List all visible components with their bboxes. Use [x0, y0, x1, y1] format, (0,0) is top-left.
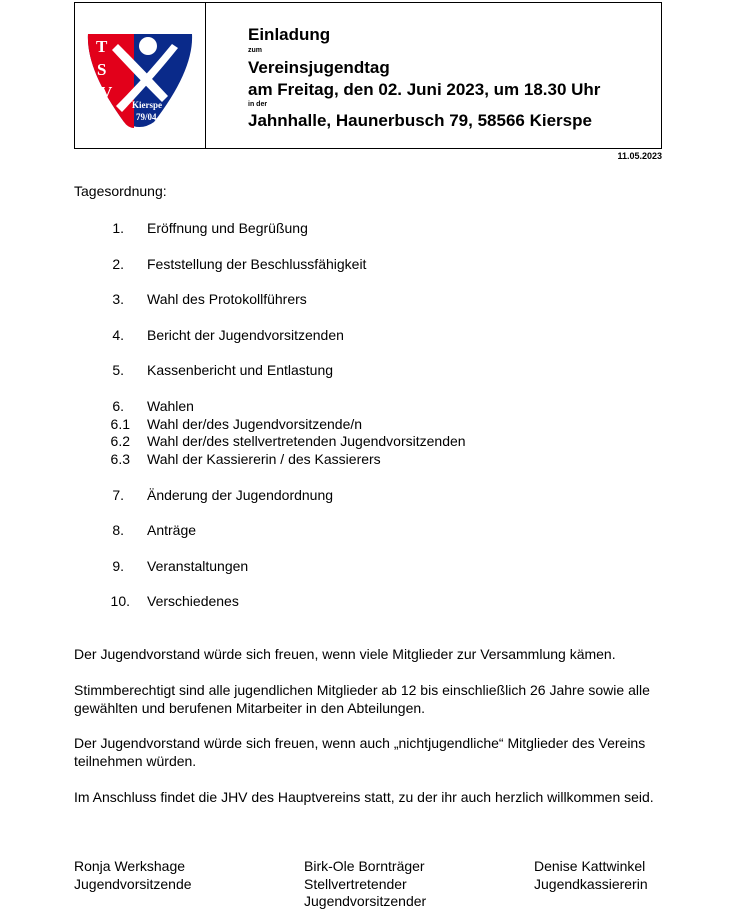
signature-role: Stellvertretender Jugendvorsitzender [304, 875, 427, 909]
logo-letter-v: V [100, 83, 113, 102]
paragraph-invitation: Der Jugendvorstand würde sich freuen, wenn viele Mitglieder zur Versammlung kämen. [74, 646, 616, 662]
signature-role: Jugendvorsitzende [74, 875, 192, 892]
logo-place: Kierspe [132, 100, 162, 110]
document-date: 11.05.2023 [617, 151, 662, 161]
signature-name: Denise Kattwinkel [534, 858, 646, 874]
signature-chair [74, 858, 192, 893]
header-line-in-der: in der [248, 101, 268, 108]
signature-role: Jugendkassiererin [534, 875, 648, 892]
logo-shield-red [88, 34, 134, 128]
paragraph-main-assembly: Im Anschluss findet die JHV des Hauptvereins statt, zu der ihr auch herzlich willkommen seid. [74, 789, 654, 805]
signature-name: Ronja Werkshage [74, 858, 186, 874]
signature-name: Birk-Ole Bornträger [304, 858, 425, 874]
logo-letter-t: T [96, 37, 108, 56]
header-box [74, 2, 662, 149]
signature-deputy [304, 858, 434, 911]
paragraph-non-youth: Der Jugendvorstand würde sich freuen, wenn auch „nichtjugendliche“ Mitglieder des Vereins teilnehmen würden. [74, 735, 646, 769]
tsv-kierspe-logo [84, 30, 196, 132]
logo-year: 79/04 [136, 112, 157, 122]
header-line-einladung: Einladung [248, 25, 331, 44]
header-line-event: Vereinsjugendtag [248, 58, 390, 77]
signature-treasurer [534, 858, 648, 893]
logo-cell [75, 3, 206, 148]
agenda-heading: Tagesordnung: [74, 183, 167, 199]
paragraph-voting-rights: Stimmberechtigt sind alle jugendlichen Mitglieder ab 12 bis einschließlich 26 Jahre sowie alle gewählten und berufenen Mitarbeiter in den Abteilungen. [74, 682, 650, 716]
header-line-date: am Freitag, den 02. Juni 2023, um 18.30 Uhr [248, 80, 601, 99]
header-line-location: Jahnhalle, Haunerbusch 79, 58566 Kierspe [248, 111, 592, 130]
logo-figure-head [139, 37, 157, 55]
header-line-zum: zum [248, 47, 262, 54]
logo-letter-s: S [97, 60, 107, 79]
